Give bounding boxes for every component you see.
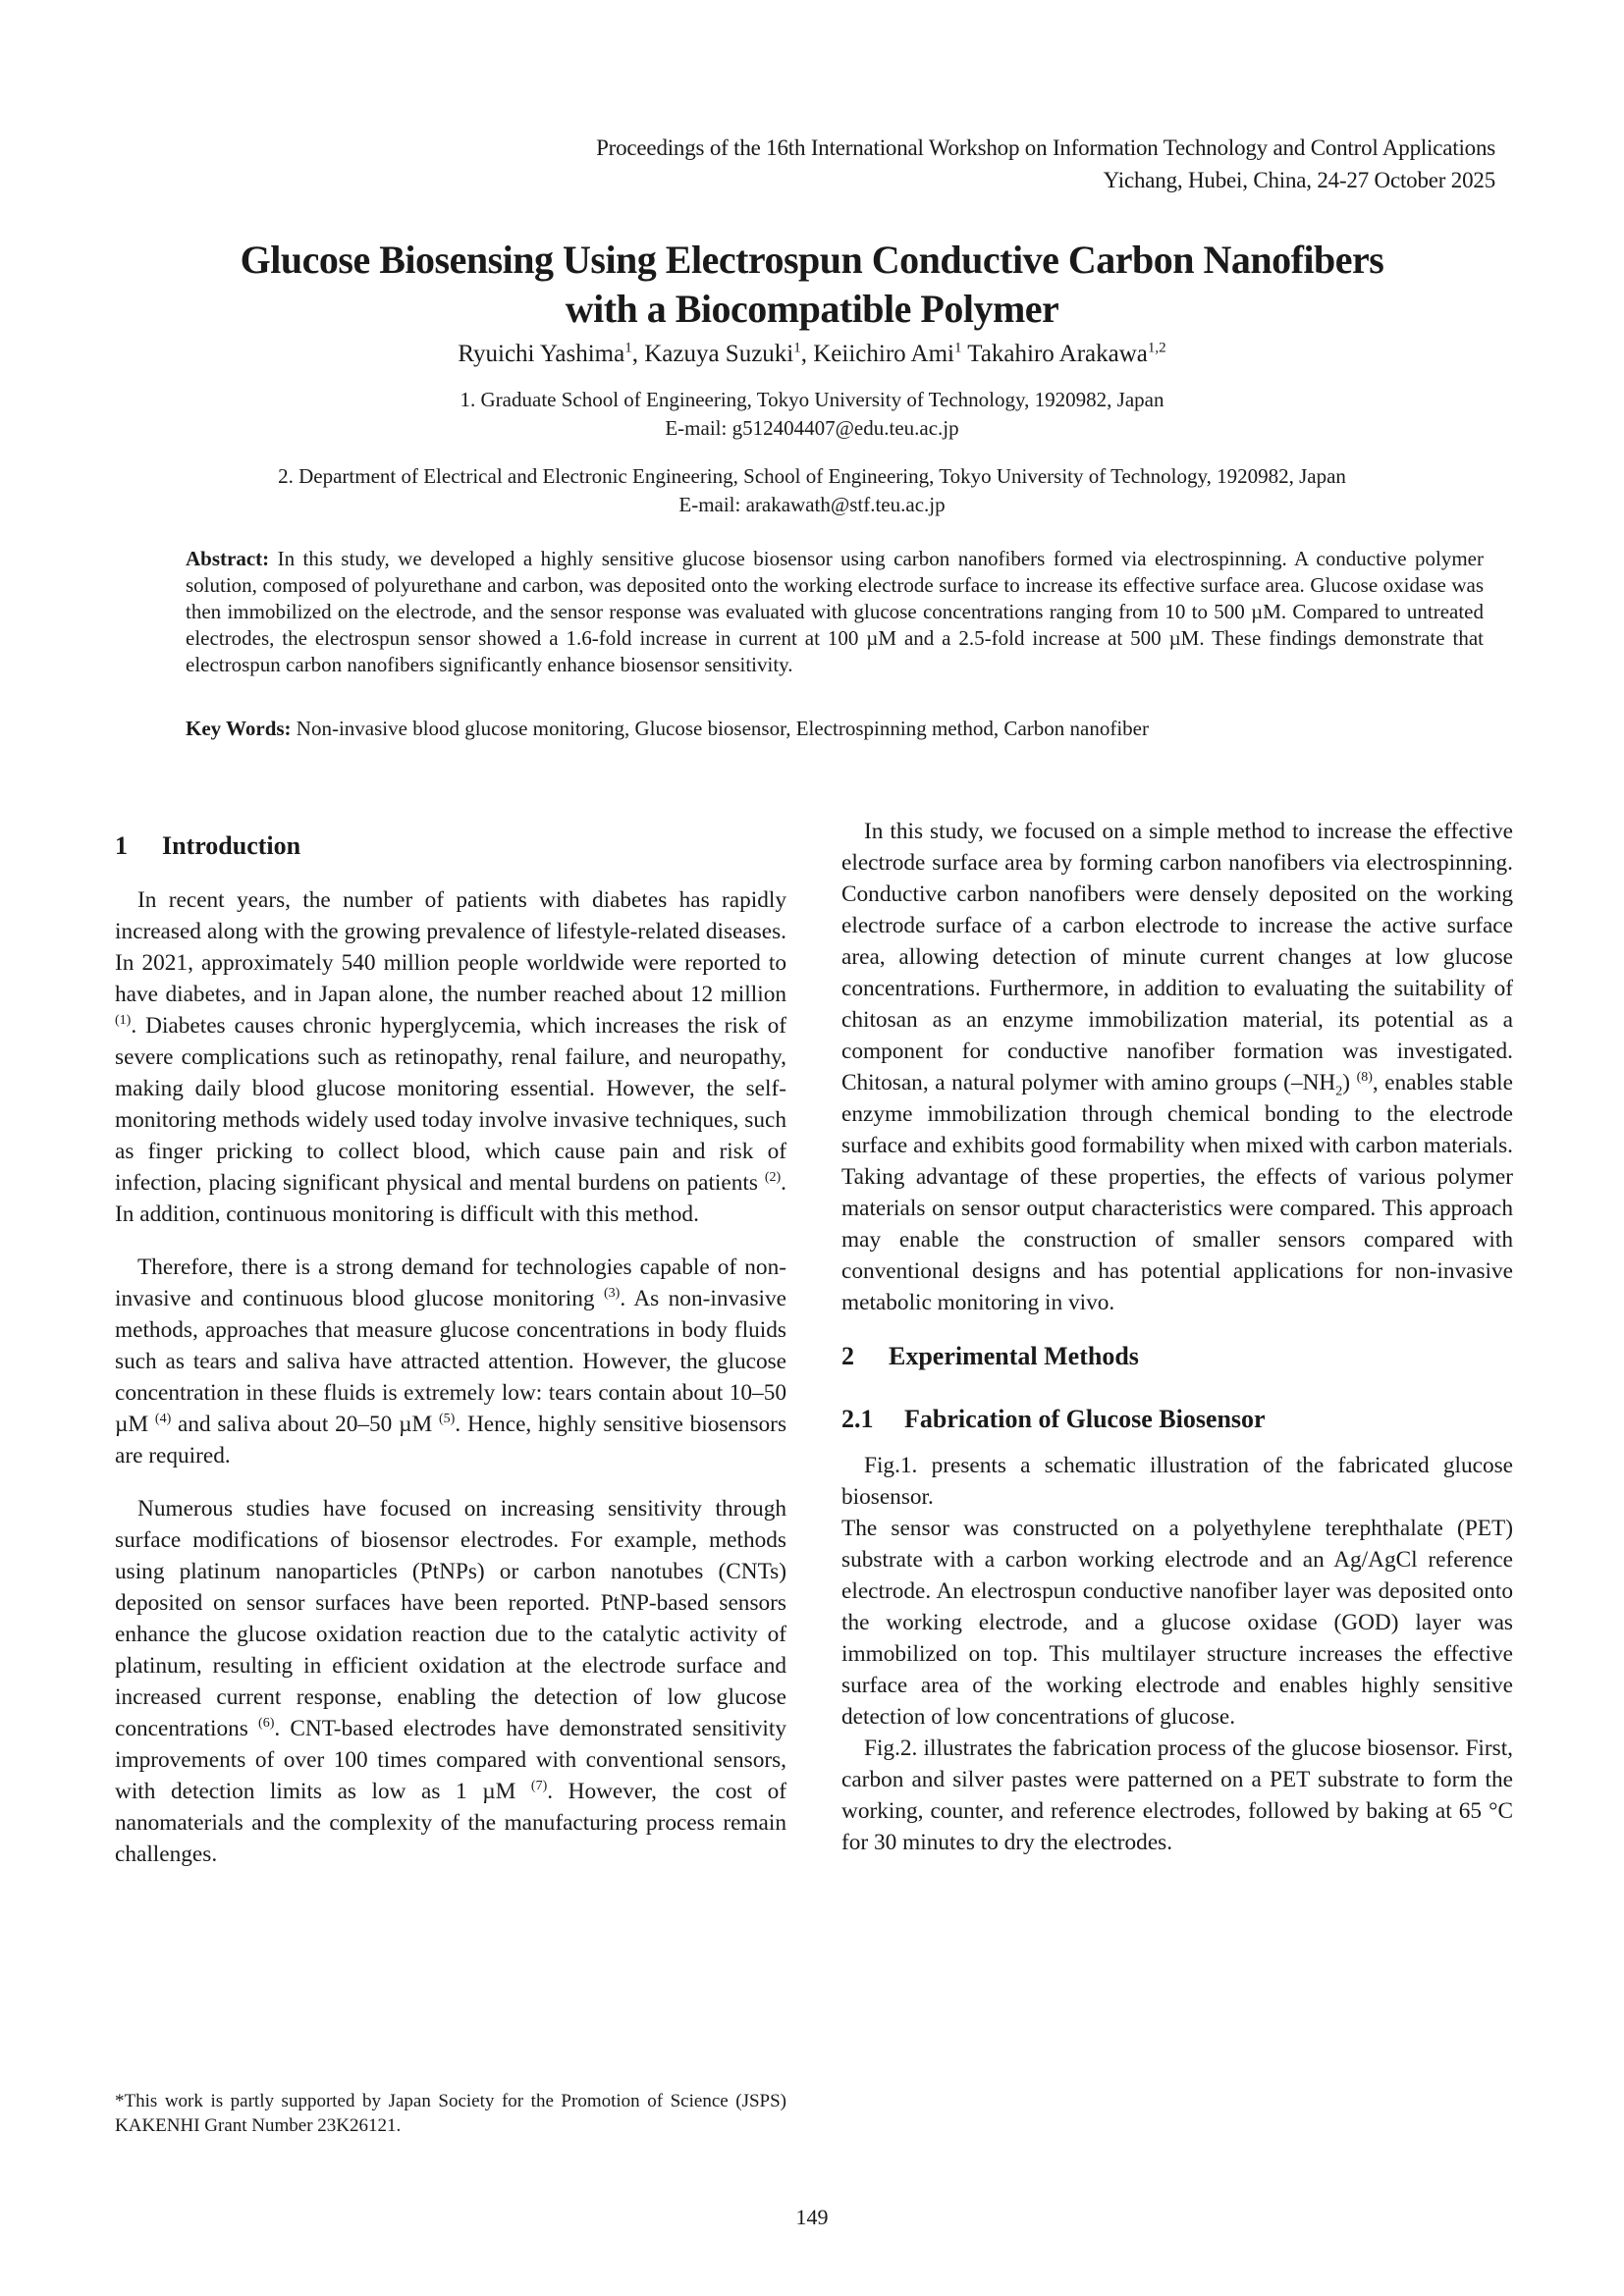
intro-paragraph-2: Therefore, there is a strong demand for technologies capable of non-invasive and continuous blood glucose monitoring $^{(3)}$. As non-invasive methods, approaches that measure glucose concentrations in body fluids such as tears and saliva have attracted attention. However, the glucose concentration in these fluids is extremely low: tears contain about 10–50 µM $^{(4)}$ and saliva about 20–50 µM $^{(5)}$. Hence, highly sensitive biosensors are required.	[115, 1255, 787, 1468]
methods-paragraph-1: Fig.1. presents a schematic illustration of the fabricated glucose biosensor.	[841, 1453, 1513, 1510]
affiliation-text: 2. Department of Electrical and Electronic Engineering, School of Engineering, Tokyo University of Technology, 1920982, Japan	[278, 464, 1346, 488]
citation: (4)	[154, 1412, 172, 1427]
affiliation-2	[98, 462, 1526, 519]
keywords-label: Key Words:	[186, 717, 292, 740]
methods-paragraph-2: The sensor was constructed on a polyethylene terephthalate (PET) substrate with a carbon working electrode and an Ag/AgCl reference electrode. An electrospun conductive nanofiber layer was deposited onto the working electrode, and a glucose oxidase (GOD) layer was immobilized on top. This multilayer structure increases the effective surface area of the working electrode and enables highly sensitive detection of low concentrations of glucose.	[841, 1516, 1513, 1730]
section-heading-experimental-methods: 2 Experimental Methods	[841, 1342, 1139, 1370]
citation: (8)	[1356, 1070, 1373, 1086]
left-column	[115, 829, 786, 1870]
citation: (7)	[530, 1779, 548, 1794]
abstract-label: Abstract:	[186, 547, 270, 570]
author: Takahiro Arakawa$^{1,2}$	[967, 341, 1166, 368]
author-list	[98, 333, 1526, 370]
conference-location-date: Yichang, Hubei, China, 24-27 October 2025	[1103, 168, 1495, 192]
methods-paragraph-3: Fig.2. illustrates the fabrication process of the glucose biosensor. First, carbon and silver pastes were patterned on a PET substrate to form the working, counter, and reference electrodes, followed by baking at 65 °C for 30 minutes to dry the electrodes.	[841, 1735, 1513, 1855]
citation: (1)	[115, 1013, 132, 1029]
paper-title-line-2: with a Biocompatible Polymer	[565, 287, 1059, 331]
conference-name: Proceedings of the 16th International Workshop on Information Technology and Control Applications	[596, 135, 1495, 160]
conference-header	[219, 132, 1495, 196]
citation: (6)	[258, 1716, 275, 1732]
citation: (3)	[604, 1286, 621, 1302]
keywords	[186, 716, 1484, 742]
paper-title	[98, 236, 1526, 334]
intro-paragraph-4: In this study, we focused on a simple method to increase the effective electrode surface area by forming carbon nanofibers via electrospinning. Conductive carbon nanofibers were densely deposited on the working electrode surface of a carbon electrode to increase the active surface area, allowing detection of minute current changes at low glucose concentrations. Furthermore, in addition to evaluating the suitability of chitosan as an enzyme immobilization material, its potential as a component for conductive nanofiber formation was investigated. Chitosan, a natural polymer with amino groups $(-NH_2)$ $^{(8)}$, enables stable enzyme immobilization through chemical bonding to the electrode surface and exhibits good formability when mixed with carbon materials. Taking advantage of these properties, the effects of various polymer materials on sensor output characteristics were compared. This approach may enable the construction of smaller sensors compared with conventional designs and has potential applications for non-invasive metabolic monitoring in vivo.	[841, 819, 1513, 1315]
abstract	[186, 546, 1484, 678]
page-number: 149	[795, 2205, 829, 2229]
funding-footnote: *This work is partly supported by Japan Society for the Promotion of Science (JSPS) KAKENHI Grant Number 23K26121.	[115, 2091, 786, 2136]
author-affiliation-mark: 1,2	[1147, 341, 1166, 356]
citation: (2)	[764, 1170, 782, 1186]
subsection-heading-fabrication: 2.1 Fabrication of Glucose Biosensor	[841, 1405, 1266, 1433]
author-affiliation-mark: 1	[793, 341, 801, 356]
affiliation-email[interactable]: E-mail: g512404407@edu.teu.ac.jp	[665, 416, 959, 440]
intro-paragraph-1: In recent years, the number of patients with diabetes has rapidly increased along with the growing prevalence of lifestyle-related diseases. In 2021, approximately 540 million people worldwide were reported to have diabetes, and in Japan alone, the number reached about 12 million $^{(1)}$. Diabetes causes chronic hyperglycemia, which increases the risk of severe complications such as retinopathy, renal failure, and neuropathy, making daily blood glucose monitoring essential. However, the self-monitoring methods widely used today involve invasive techniques, such as finger pricking to collect blood, which cause pain and risk of infection, placing significant physical and mental burdens on patients $^{(2)}$. In addition, continuous monitoring is difficult with this method.	[115, 887, 786, 1227]
author: Kazuya Suzuki$^1$,	[644, 341, 814, 368]
intro-paragraph-3: Numerous studies have focused on increasing sensitivity through surface modifications of biosensor electrodes. For example, methods using platinum nanoparticles (PtNPs) or carbon nanotubes (CNTs) deposited on sensor surfaces have been reported. PtNP-based sensors enhance the glucose oxidation reaction due to the catalytic activity of platinum, resulting in efficient oxidation at the electrode surface and increased current response, enabling the detection of low glucose concentrations $^{(6)}$. CNT-based electrodes have demonstrated sensitivity improvements of over 100 times compared with conventional sensors, with detection limits as low as 1 µM $^{(7)}$. However, the cost of nanomaterials and the complexity of the manufacturing process remain challenges.	[115, 1496, 786, 1867]
right-column	[841, 816, 1513, 1858]
paper-title-line-1: Glucose Biosensing Using Electrospun Conductive Carbon Nanofibers	[240, 238, 1384, 282]
author: Keiichiro Ami$^1$	[813, 341, 962, 368]
author-affiliation-mark: 1	[624, 341, 632, 356]
author-affiliation-mark: 1	[953, 341, 962, 356]
abstract-text: In this study, we developed a highly sensitive glucose biosensor using carbon nanofibers formed via electrospinning. A conductive polymer solution, composed of polyurethane and carbon, was deposited onto the working electrode surface to increase its effective surface area. Glucose oxidase was then immobilized on the electrode, and the sensor response was evaluated with glucose concentrations ranging from 10 to 500 µM. Compared to untreated electrodes, the electrospun sensor showed a 1.6-fold increase in current at 100 µM and a 2.5-fold increase at 500 µM. These findings demonstrate that electrospun carbon nanofibers significantly enhance biosensor sensitivity.	[186, 547, 1484, 676]
affiliation-email[interactable]: E-mail: arakawath@stf.teu.ac.jp	[678, 493, 946, 516]
affiliation-1	[98, 386, 1526, 443]
citation: (5)	[439, 1412, 456, 1427]
author: Ryuichi Yashima$^1$,	[458, 341, 645, 368]
section-heading-introduction: 1 Introduction	[115, 831, 301, 860]
keywords-text: Non-invasive blood glucose monitoring, Glucose biosensor, Electrospinning method, Carbon nanofiber	[291, 717, 1149, 740]
affiliation-text: 1. Graduate School of Engineering, Tokyo University of Technology, 1920982, Japan	[460, 388, 1164, 411]
